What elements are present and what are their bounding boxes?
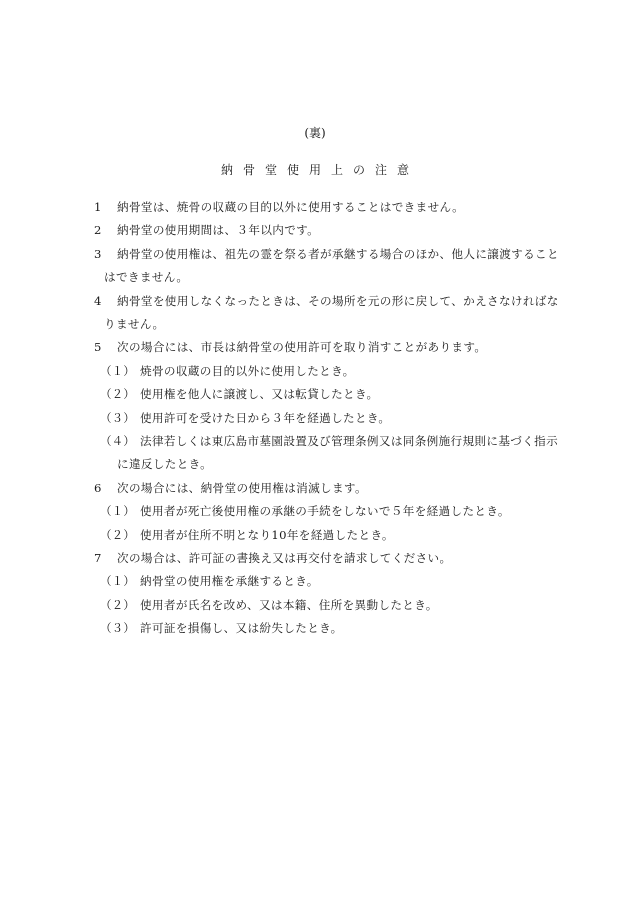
- item-text: に違反したとき。: [117, 457, 213, 472]
- reverse-side-label: (裏): [304, 126, 326, 140]
- item-number: （２）: [100, 387, 135, 402]
- item-text: 次の場合には、納骨堂の使用権は消滅します。: [117, 480, 367, 495]
- item-number: 6: [94, 480, 102, 495]
- item-text: 使用権を他人に譲渡し、又は転貸したとき。: [140, 387, 379, 402]
- item-number: （１）: [100, 574, 135, 589]
- item-text: 納骨堂を使用しなくなったときは、その場所を元の形に戻して、かえさなければな: [117, 293, 559, 308]
- item-number: 3: [94, 246, 102, 261]
- item-text: 使用者が氏名を改め、又は本籍、住所を異動したとき。: [140, 597, 438, 612]
- item-number: 7: [94, 551, 102, 565]
- item-number: 5: [94, 340, 102, 355]
- item-text: 納骨堂は、焼骨の収蔵の目的以外に使用することはできません。: [117, 200, 465, 214]
- item-text: 納骨堂の使用期間は、３年以内です。: [117, 223, 320, 238]
- item-number: 2: [94, 223, 102, 238]
- item-text: 納骨堂の使用権を承継するとき。: [140, 574, 319, 589]
- item-text: 焼骨の収蔵の目的以外に使用したとき。: [140, 363, 355, 378]
- item-text: 許可証を損傷し、又は紛失したとき。: [140, 621, 343, 636]
- item-text: 使用者が死亡後使用権の承継の手続をしないで５年を経過したとき。: [140, 504, 510, 519]
- item-number: （２）: [100, 597, 135, 612]
- item-number: 1: [94, 200, 102, 214]
- item-number: （３）: [100, 621, 135, 636]
- item-number: （４）: [100, 434, 135, 448]
- item-text: 使用許可を受けた日から３年を経過したとき。: [140, 410, 391, 425]
- item-text: 納骨堂の使用権は、祖先の霊を祭る者が承継する場合のほか、他人に譲渡すること: [117, 246, 559, 261]
- item-text: 使用者が住所不明となり10年を経過したとき。: [140, 527, 394, 542]
- item-number: 4: [94, 293, 102, 308]
- item-text: 次の場合には、市長は納骨堂の使用許可を取り消すことがあります。: [117, 340, 487, 355]
- page-title: 納骨堂使用上の注意: [220, 163, 419, 177]
- item-text: 次の場合は、許可証の書換え又は再交付を請求してください。: [117, 551, 452, 565]
- item-number: （３）: [100, 410, 135, 425]
- item-number: （１）: [100, 363, 135, 378]
- item-number: （２）: [100, 527, 135, 542]
- item-text: はできません。: [104, 270, 189, 285]
- item-number: （１）: [100, 504, 135, 519]
- item-text: りません。: [104, 317, 165, 331]
- item-text: 法律若しくは東広島市墓園設置及び管理条例又は同条例施行規則に基づく指示: [140, 434, 559, 448]
